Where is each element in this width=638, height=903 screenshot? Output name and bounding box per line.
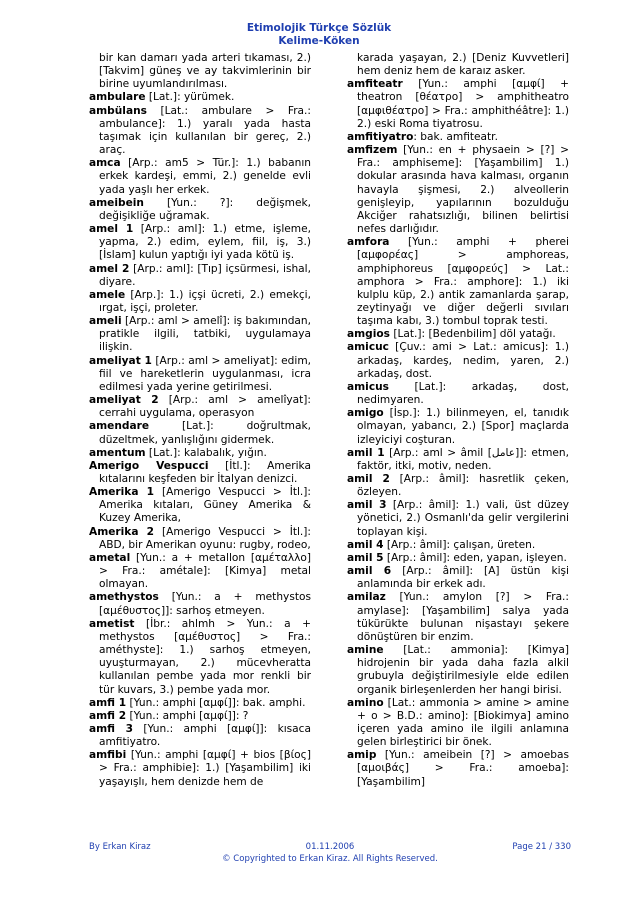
dictionary-entry: ameibein [Yun.: ?]: değişmek, değişikliğe uğramak.	[89, 196, 311, 222]
dictionary-entry: Amerika 2 [Amerigo Vespucci > İtl.]: ABD, bir Amerikan oyunu: rugby, rodeo,	[89, 525, 311, 551]
dictionary-entry: amfizem [Yun.: en + physaein > [?] > Fra.: amphiseme]: [Yaşambilim] 1.) dokular arasında hava kalması, organın havayla şişmesi, 2.) alveollerin genişleyip, yapılarının bozulduğu Akciğer rahatsızlığı, bilinen belirtisi nefes darlığıdır.	[347, 144, 569, 236]
dictionary-entry: amfitiyatro: bak. amfiteatr.	[347, 130, 498, 143]
dictionary-title: Etimolojik Türkçe Sözlük	[246, 22, 392, 34]
dictionary-entry: ameliyat 1 [Arp.: aml > ameliyat]: edim, fiil ve hareketlerin uygulanması, icra edilmesi yada yerine getirilmesi.	[89, 354, 311, 393]
dictionary-entry: amel 2 [Arp.: aml]: [Tıp] içsürmesi, ishal, diyare.	[89, 262, 311, 288]
dictionary-entry: amfora [Yun.: amphi + pherei [αμφορέας] > amphoreas, amphiphoreus [αμφορεύς] > Lat.: amphora > Fra.: amphore]: 1.) iki kulplu küp, 2.) antik zamanlarda şarap, zeytinyağı ve diğer değerli sıvıları taşıma kabı, 3.) tombul toprak testi.	[347, 236, 569, 328]
dictionary-entry: amethystos [Yun.: a + methystos [αμέθυστος]]: sarhoş etmeyen.	[89, 591, 311, 617]
dictionary-entry: amfibi [Yun.: amphi [αμφί] + bios [βίος] > Fra.: amphibie]: 1.) [Yaşambilim] iki yaşayışlı, hem denizde hem de	[89, 749, 311, 788]
dictionary-entry: amine [Lat.: ammonia]: [Kimya] hidrojenin bir yada daha fazla alkil grubuyla değiştirilmesiyle elde edilen organik birleşenlerden her hangi birisi.	[347, 644, 569, 696]
dictionary-entry: amfi 2 [Yun.: amphi [αμφί]]: ?	[89, 709, 249, 722]
dictionary-entry: amil 2 [Arp.: âmil]: hasretlik çeken, özleyen.	[347, 473, 569, 499]
dictionary-entry: karada yaşayan, 2.) [Deniz Kuvvetleri] hem deniz hem de karaız asker.	[357, 52, 569, 78]
dictionary-entry: amfi 3 [Yun.: amphi [αμφί]]: kısaca amfitiyatro.	[89, 722, 311, 749]
dictionary-entry: amele [Arp.]: 1.) içşi ücreti, 2.) emekçi, ırgat, işçi, proleter.	[89, 288, 311, 314]
dictionary-entry: amil 1 [Arp.: aml > âmil [عامل]]: etmen, faktör, itki, motiv, neden.	[347, 446, 570, 472]
dictionary-entry: amil 4 [Arp.: âmil]: çalışan, üreten.	[347, 538, 536, 551]
dictionary-entry: ambulare [Lat.]: yürümek.	[89, 91, 235, 104]
dictionary-entry: amfiteatr [Yun.: amphi [αμφί] + theatron [θέατρο] > amphitheatro [αμφιθέατρο] > Fra.: amphithéâtre]: 1.) 2.) eski Roma tiyatrosu.	[347, 78, 569, 130]
dictionary-entry: ameli [Arp.: aml > amelî]: iş bakımından, pratikle ilgili, tatbiki, uygulamaya ilişkin.	[89, 315, 311, 354]
dictionary-entry: amca [Arp.: am5 > Tür.]: 1.) babanın erkek kardeşi, emmi, 2.) genelde evli yada yaşlı her erkek.	[89, 157, 311, 196]
dictionary-entry: amil 5 [Arp.: âmil]: eden, yapan, işleyen.	[347, 551, 567, 564]
dictionary-entry: Amerika 1 [Amerigo Vespucci > İtl.]: Amerika kıtaları, Güney Amerika & Kuzey Amerika,	[89, 486, 311, 525]
dictionary-entry: amendare [Lat.]: doğrultmak, düzeltmek, yanlışlığını gidermek.	[89, 420, 311, 446]
dictionary-entry: amentum [Lat.]: kalabalık, yığın.	[89, 446, 267, 459]
dictionary-entry: amino [Lat.: ammonia > amine > amine + o > B.D.: amino]: [Biokimya] amino içeren yada amino ile ilgili anlamına gelen birleştirici bir önek.	[347, 696, 569, 749]
footer-date: 01.11.2006	[305, 842, 355, 852]
dictionary-entry: Amerigo Vespucci [İtl.]: Amerika kıtalarını keşfeden bir İtalyan denizci.	[89, 459, 311, 485]
dictionary-entry: ambülans [Lat.: ambulare > Fra.: ambulance]: 1.) yaralı yada hasta taşımak için kullanılan bir gereç, 2.) araç.	[89, 104, 311, 157]
dictionary-subtitle: Kelime-Köken	[278, 35, 360, 47]
dictionary-entry: ameliyat 2 [Arp.: aml > amelîyat]: cerrahi uygulama, operasyon	[89, 394, 311, 420]
dictionary-entry: ametist [İbr.: ahlmh > Yun.: a + methystos [αμέθυστος] > Fra.: améthyste]: 1.) sarhoş etmeyen, uyuşturmayan, 2.) mücevheratta kullanılan pembe yada mor renkli bir tür kuvars, 3.) pembe yada mor.	[89, 617, 311, 696]
left-column	[89, 52, 311, 789]
dictionary-entry: bir kan damarı yada arteri tıkaması, 2.) [Takvim] güneş ve ay takvimlerinin bir birine uyumlandırılması.	[99, 52, 311, 91]
footer-author: By Erkan Kiraz	[89, 842, 151, 852]
dictionary-entry: amil 6 [Arp.: âmil]: [A] üstün kişi anlamında bir erkek adı.	[347, 565, 569, 591]
dictionary-entry: amel 1 [Arp.: aml]: 1.) etme, işleme, yapma, 2.) edim, eylem, fiil, iş, 3.) [İslam] kulun yaptığı iyi yada kötü iş.	[89, 223, 311, 262]
footer-page-number: Page 21 / 330	[512, 842, 571, 852]
dictionary-entry: amilaz [Yun.: amylon [?] > Fra.: amylase]: [Yaşambilim] salya yada tükürükte bulunan nişastayı şekere dönüştüren bir enzim.	[347, 591, 569, 643]
dictionary-entry: amigo [İsp.]: 1.) bilinmeyen, el, tanıdık olmayan, yabancı, 2.) [Spor] maçlarda izleyiciyi coşturan.	[347, 407, 569, 446]
dictionary-entry: amfi 1 [Yun.: amphi [αμφί]]: bak. amphi.	[89, 696, 306, 709]
dictionary-entry: ametal [Yun.: a + metallon [αμέταλλο] > Fra.: amétale]: [Kimya] metal olmayan.	[89, 551, 311, 591]
dictionary-entry: amicuc [Çuv.: ami > Lat.: amicus]: 1.) arkadaş, kardeş, nedim, yaren, 2.) arkadaş, dost.	[347, 341, 569, 380]
dictionary-entry: amgios [Lat.]: [Bedenbilim] döl yatağı.	[347, 328, 556, 341]
footer-copyright: © Copyrighted to Erkan Kiraz. All Rights Reserved.	[222, 854, 438, 864]
page-header	[0, 22, 638, 48]
dictionary-entry: amil 3 [Arp.: âmil]: 1.) vali, üst düzey yönetici, 2.) Osmanlı'da gelir vergilerini toplayan kişi.	[347, 499, 570, 538]
dictionary-entry: amicus [Lat.]: arkadaş, dost, nedimyaren.	[347, 380, 569, 407]
dictionary-entry: amip [Yun.: ameibein [?] > amoebas [αμοιβάς] > Fra.: amoeba]: [Yaşambilim]	[347, 749, 569, 788]
right-column	[347, 52, 569, 789]
